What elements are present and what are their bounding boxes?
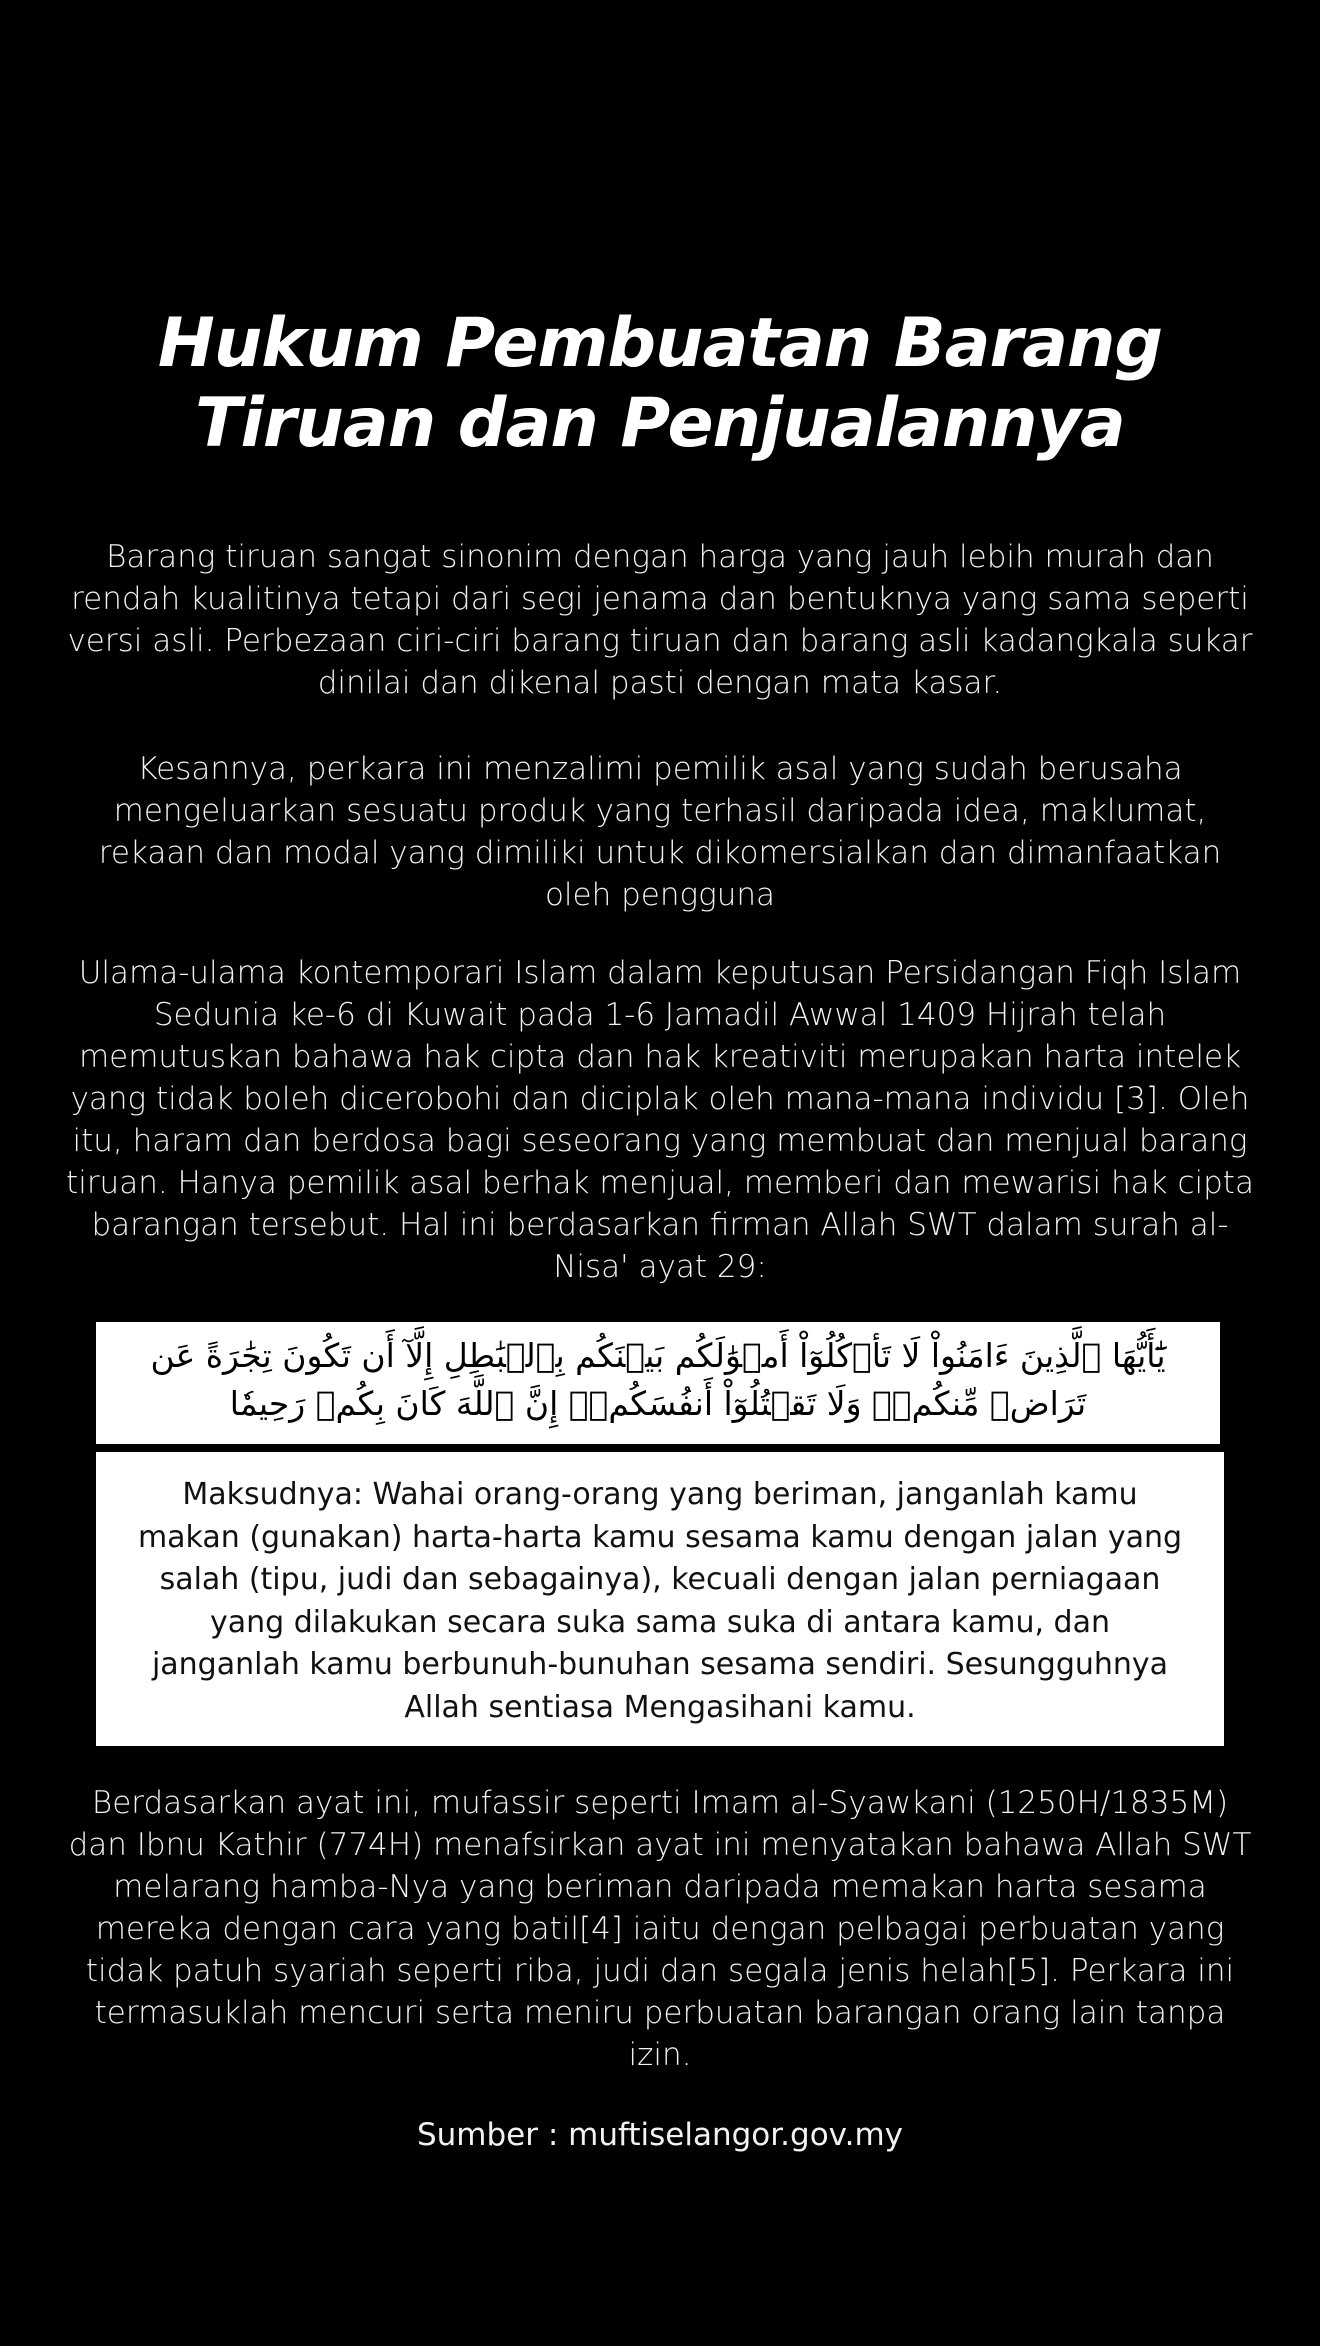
quran-verse-box [96, 1322, 1220, 1444]
effect-paragraph: Kesannya, perkara ini menzalimi pemilik asal yang sudah berusaha mengeluarkan sesuatu produk yang terhasil daripada idea, maklumat, rekaan dan modal yang dimiliki untuk dikomersialkan dan dimanfaatkan oleh pengguna [98, 751, 1222, 913]
title-line-1: Hukum Pembuatan Barang [157, 304, 1163, 383]
tafsir-paragraph: Berdasarkan ayat ini, mufassir seperti Imam al-Syawkani (1250H/1835M) dan Ibnu Kathir (774H) menafsirkan ayat ini menyatakan bahawa Allah SWT melarang hamba-Nya yang beriman daripada memakan harta sesama mereka dengan cara yang batil[4] iaitu dengan pelbagai perbuatan yang tidak patuh syariah seperti riba, judi dan segala jenis helah[5]. Perkara ini termasuklah mencuri serta meniru perbuatan barangan orang lain tanpa izin. [68, 1785, 1252, 2073]
page-title [60, 304, 1260, 464]
ruling-paragraph: Ulama-ulama kontemporari Islam dalam keputusan Persidangan Fiqh Islam Sedunia ke-6 di Kuwait pada 1-6 Jamadil Awwal 1409 Hijrah telah memutuskan bahawa hak cipta dan hak kreativiti merupakan harta intelek yang tidak boleh dicerobohi dan diciplak oleh mana-mana individu [3]. Oleh itu, haram dan berdosa bagi seseorang yang membuat dan menjual barang tiruan. Hanya pemilik asal berhak menjual, memberi dan mewarisi hak cipta barangan tersebut. Hal ini berdasarkan firman Allah SWT dalam surah al-Nisa' ayat 29: [66, 955, 1254, 1285]
title-line-2: Tiruan dan Penjualannya [195, 384, 1125, 463]
quran-verse-arabic: يَٰٓأَيُّهَا ٱلَّذِينَ ءَامَنُواْ لَا تَأۡكُلُوٓاْ أَمۡوَٰلَكُم بَيۡنَكُم بِٱلۡبَٰطِلِ إِلَّآ أَن تَكُونَ تِجَٰرَةً عَن تَرَاضٖ مِّنكُمۡۚ وَلَا تَقۡتُلُوٓاْ أَنفُسَكُمۡۚ إِنَّ ٱللَّهَ كَانَ بِكُمۡ رَحِيمٗا [150, 1336, 1166, 1423]
verse-meaning-text: Maksudnya: Wahai orang-orang yang beriman, janganlah kamu makan (gunakan) harta-harta kamu sesama kamu dengan jalan yang salah (tipu, judi dan sebagainya), kecuali dengan jalan perniagaan yang dilakukan secara suka sama suka di antara kamu, dan janganlah kamu berbunuh-bunuhan sesama sendiri. Sesungguhnya Allah sentiasa Mengasihani kamu. [137, 1477, 1183, 1725]
source-credit: Sumber : muftiselangor.gov.my [416, 2117, 903, 2153]
verse-meaning-box [96, 1452, 1224, 1746]
intro-paragraph: Barang tiruan sangat sinonim dengan harga yang jauh lebih murah dan rendah kualitinya tetapi dari segi jenama dan bentuknya yang sama seperti versi asli. Perbezaan ciri-ciri barang tiruan dan barang asli kadangkala sukar dinilai dan dikenal pasti dengan mata kasar. [67, 539, 1253, 701]
